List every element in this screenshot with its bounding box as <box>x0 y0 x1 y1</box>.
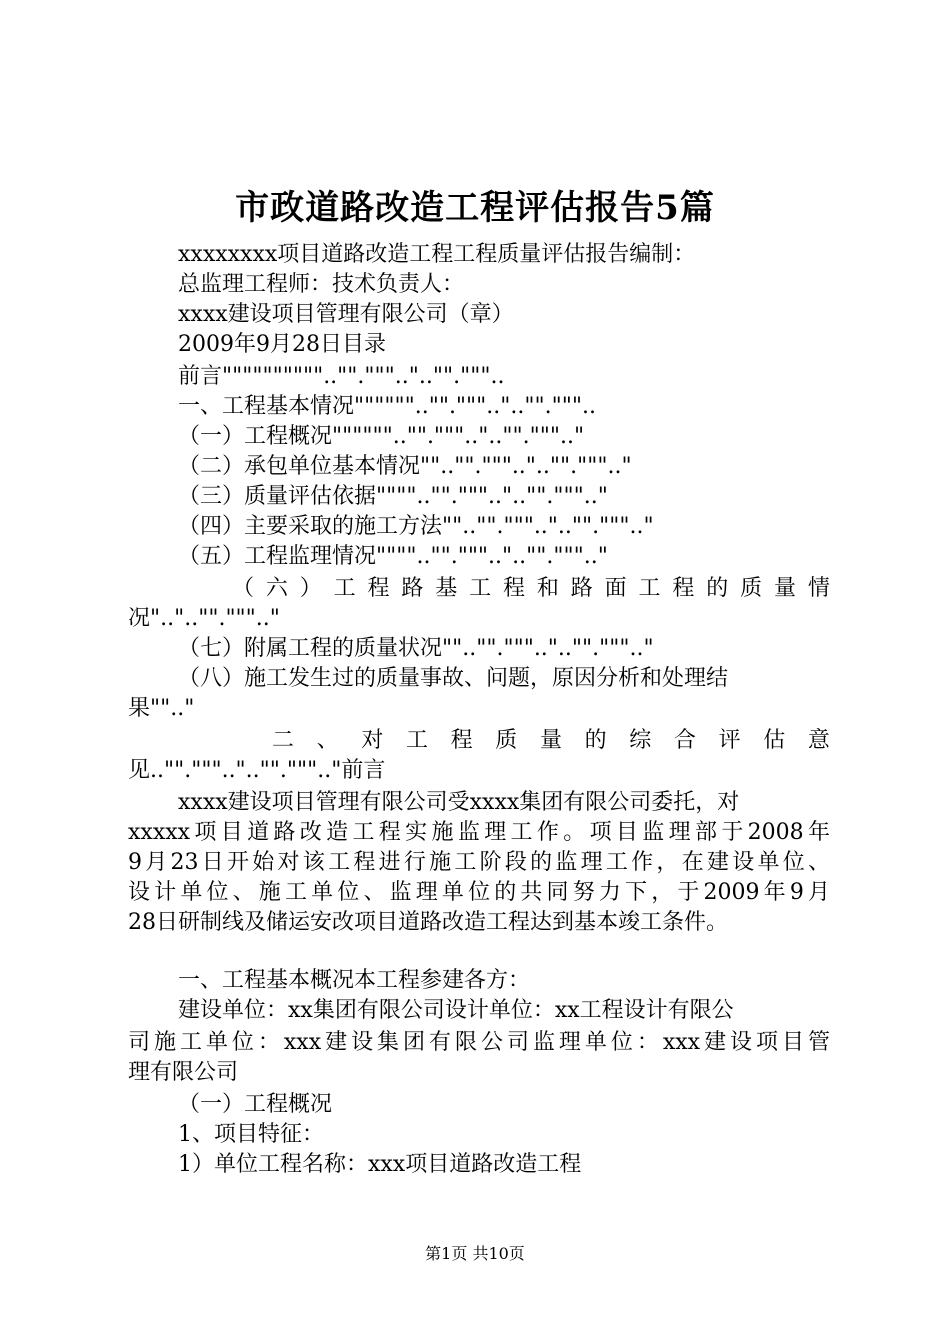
parties-line-2: 司施工单位：xxx建设集团有限公司监理单位：xxx建设项目管 <box>128 1030 830 1055</box>
spread-char: 、 <box>316 728 339 753</box>
toc-sub-5: （五）工程监理情况""""..""."""..".."".""".." <box>178 544 608 569</box>
toc-sub-1: （一）工程概况""""""..""."""..".."".""".." <box>178 424 585 449</box>
spread-char: 的 <box>706 576 729 601</box>
spread-char: 估 <box>763 728 786 753</box>
section-1-heading: 一、工程基本概况本工程参建各方： <box>178 968 531 993</box>
spread-char: 质 <box>495 728 518 753</box>
toc-section-2-line-2: 见..""."""..".."".""".."前言 <box>128 758 386 783</box>
header-line-engineer: 总监理工程师：技术负责人： <box>178 272 465 297</box>
preface-line-5: 28日研制线及储运安改项目道路改造工程达到基本竣工条件。 <box>128 910 728 935</box>
parties-line-3: 理有限公司 <box>128 1060 239 1085</box>
header-line-compiler: xxxxxxxx项目道路改造工程工程质量评估报告编制： <box>178 242 696 267</box>
spread-char: 合 <box>673 728 696 753</box>
toc-sub-6-line-1 <box>232 574 830 604</box>
spread-char: 工 <box>469 576 492 601</box>
spread-char: 情 <box>807 576 830 601</box>
unit-name-line: 1）单位工程名称：xxx项目道路改造工程 <box>178 1152 582 1177</box>
spread-char: 和 <box>536 576 559 601</box>
spread-char: 量 <box>774 576 797 601</box>
spread-char: 工 <box>638 576 661 601</box>
toc-preface: 前言""""""""""..""."""..".."".""".. <box>178 364 505 389</box>
spread-char: 程 <box>450 728 473 753</box>
spread-char: 工 <box>405 728 428 753</box>
toc-section-1: 一、工程基本情况""""""..""."""..".."".""".. <box>178 394 596 419</box>
spread-char: 二 <box>272 728 295 753</box>
spread-char: 对 <box>361 728 384 753</box>
spread-char: 评 <box>718 728 741 753</box>
toc-section-2-line-1 <box>272 726 830 756</box>
page-footer: 第1页 共10页 <box>425 1244 525 1263</box>
spread-char: 基 <box>435 576 458 601</box>
document-title: 市政道路改造工程评估报告5篇 <box>235 188 715 228</box>
spread-char: 路 <box>401 576 424 601</box>
header-line-company: xxxx建设项目管理有限公司（章） <box>178 302 514 327</box>
toc-sub-3: （三）质量评估依据""""..""."""..".."".""".." <box>178 484 608 509</box>
spread-char: 程 <box>367 576 390 601</box>
features-heading: 1、项目特征： <box>178 1122 324 1147</box>
spread-char: 面 <box>604 576 627 601</box>
spread-char: 质 <box>740 576 763 601</box>
spread-char: 综 <box>629 728 652 753</box>
toc-sub-2: （二）承包单位基本情况""..""."""..".."".""".." <box>178 454 632 479</box>
toc-sub-8-line-2: 果"".." <box>128 696 195 721</box>
toc-sub-8-line-1: （八）施工发生过的质量事故、问题，原因分析和处理结 <box>178 666 729 691</box>
spread-char: ） <box>299 576 322 601</box>
toc-sub-4: （四）主要采取的施工方法""..""."""..".."".""".." <box>178 514 654 539</box>
preface-line-1: xxxx建设项目管理有限公司受xxxx集团有限公司委托，对 <box>178 790 740 815</box>
toc-sub-7: （七）附属工程的质量状况""..""."""..".."".""".." <box>178 636 654 661</box>
spread-char: 程 <box>672 576 695 601</box>
parties-line-1: 建设单位：xx集团有限公司设计单位：xx工程设计有限公 <box>178 998 734 1023</box>
overview-heading: （一）工程概况 <box>178 1092 333 1117</box>
preface-line-4: 设计单位、施工单位、监理单位的共同努力下，于2009年9月 <box>128 880 830 905</box>
header-line-date: 2009年9月28日目录 <box>178 332 386 357</box>
spread-char: 六 <box>265 576 288 601</box>
spread-char: （ <box>232 576 255 601</box>
spread-char: 量 <box>539 728 562 753</box>
spread-char: 程 <box>503 576 526 601</box>
toc-sub-6-line-2: 况"..".."".""".." <box>128 606 280 631</box>
preface-line-2: xxxxx项目道路改造工程实施监理工作。项目监理部于2008年 <box>128 820 830 845</box>
spread-char: 工 <box>333 576 356 601</box>
spread-char: 意 <box>807 728 830 753</box>
spread-char: 的 <box>584 728 607 753</box>
preface-line-3: 9月23日开始对该工程进行施工阶段的监理工作，在建设单位、 <box>128 850 830 875</box>
spread-char: 路 <box>570 576 593 601</box>
